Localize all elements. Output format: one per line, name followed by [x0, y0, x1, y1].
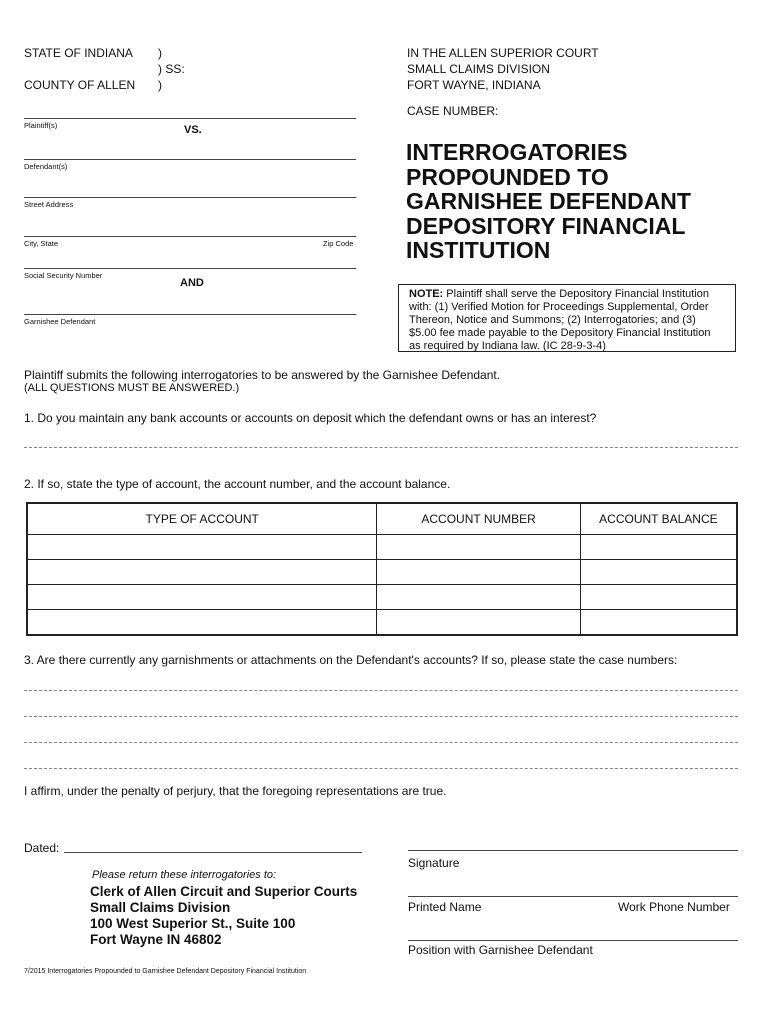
answer-line[interactable] [24, 768, 738, 769]
intro-text: Plaintiff submits the following interrogatories to be answered by the Garnishee Defendant. [24, 368, 501, 382]
table-row [27, 585, 737, 610]
title-line: GARNISHEE DEFENDANT [406, 188, 691, 214]
court-name: IN THE ALLEN SUPERIOR COURT [407, 46, 599, 60]
account-balance-cell[interactable] [580, 610, 737, 636]
title-line: INTERROGATORIES [406, 139, 628, 165]
affirmation-text: I affirm, under the penalty of perjury, that the foregoing representations are true. [24, 784, 447, 798]
case-number-label: CASE NUMBER: [407, 104, 499, 118]
question-3: 3. Are there currently any garnishments or attachments on the Defendant's accounts? If so, please state the case numbers: [24, 653, 678, 667]
state-label: STATE OF INDIANA [24, 46, 133, 60]
document-title [406, 140, 691, 263]
note-text: Plaintiff shall serve the Depository Financial Institution [443, 288, 709, 300]
caption-paren: ) [158, 46, 162, 60]
question-2: 2. If so, state the type of account, the account number, and the account balance. [24, 477, 451, 491]
plaintiff-label: Plaintiff(s) [24, 121, 58, 130]
printed-name-line[interactable] [408, 896, 738, 897]
vs-label: VS. [184, 124, 202, 136]
account-table [26, 502, 738, 636]
service-note-box [398, 284, 736, 352]
street-address-line[interactable] [24, 197, 356, 198]
clerk-address [90, 884, 357, 948]
position-label: Position with Garnishee Defendant [408, 943, 593, 957]
zip-code-label: Zip Code [323, 239, 354, 248]
title-line: DEPOSITORY FINANCIAL [406, 212, 686, 239]
and-label: AND [180, 277, 204, 289]
ssn-label: Social Security Number [24, 271, 103, 280]
type-of-account-cell[interactable] [27, 535, 377, 560]
account-balance-cell[interactable] [580, 535, 737, 560]
account-number-cell[interactable] [377, 535, 580, 560]
table-row [27, 610, 737, 636]
county-label: COUNTY OF ALLEN [24, 78, 136, 92]
intro-instruction: (ALL QUESTIONS MUST BE ANSWERED.) [24, 382, 240, 394]
defendant-label: Defendant(s) [24, 162, 68, 171]
garnishee-line[interactable] [24, 314, 356, 315]
type-of-account-cell[interactable] [27, 585, 377, 610]
table-row [27, 535, 737, 560]
clerk-division: Small Claims Division [90, 900, 231, 915]
note-line: as required by Indiana law. (IC 28-9-3-4) [409, 340, 606, 352]
garnishee-label: Garnishee Defendant [24, 317, 96, 326]
plaintiff-line[interactable] [24, 118, 356, 119]
note-line: $5.00 fee made payable to the Depository Financial Institution [409, 327, 711, 339]
clerk-name: Clerk of Allen Circuit and Superior Courts [90, 884, 358, 899]
answer-line[interactable] [24, 690, 738, 691]
account-number-cell[interactable] [377, 585, 580, 610]
ssn-line[interactable] [24, 268, 356, 269]
street-address-label: Street Address [24, 200, 74, 209]
printed-name-label: Printed Name [408, 900, 482, 914]
question-1: 1. Do you maintain any bank accounts or accounts on deposit which the defendant owns or has an interest? [24, 411, 597, 425]
answer-line[interactable] [24, 447, 738, 448]
type-of-account-cell[interactable] [27, 610, 377, 636]
column-header: TYPE OF ACCOUNT [27, 503, 377, 535]
table-row [27, 560, 737, 585]
note-line [409, 288, 729, 301]
note-label: NOTE: [409, 288, 444, 300]
signature-label: Signature [408, 856, 460, 870]
account-balance-cell[interactable] [580, 585, 737, 610]
city-state-zip-line[interactable] [24, 236, 356, 237]
answer-line[interactable] [24, 716, 738, 717]
caption-ss: ) SS: [158, 62, 185, 76]
form-footer: 7/2015 Interrogatories Propounded to Garnishee Defendant Depository Financial Institution [24, 968, 307, 975]
dated-line[interactable] [64, 852, 362, 853]
note-line: with: (1) Verified Motion for Proceedings Supplemental, Order [409, 301, 709, 313]
type-of-account-cell[interactable] [27, 560, 377, 585]
court-division: SMALL CLAIMS DIVISION [407, 62, 550, 76]
answer-line[interactable] [24, 742, 738, 743]
return-instruction: Please return these interrogatories to: [92, 869, 277, 881]
work-phone-label: Work Phone Number [618, 900, 730, 914]
caption-paren: ) [158, 78, 162, 92]
column-header: ACCOUNT NUMBER [377, 503, 580, 535]
position-line[interactable] [408, 940, 738, 941]
title-line: INSTITUTION [406, 237, 551, 263]
note-line: Thereon, Notice and Summons; (2) Interrogatories; and (3) [409, 314, 696, 326]
table-header-row [27, 503, 737, 535]
city-state-label: City, State [24, 239, 59, 248]
court-location: FORT WAYNE, INDIANA [407, 78, 541, 92]
defendant-line[interactable] [24, 159, 356, 160]
dated-label: Dated: [24, 841, 60, 855]
clerk-street: 100 West Superior St., Suite 100 [90, 916, 296, 931]
signature-line[interactable] [408, 850, 738, 851]
account-balance-cell[interactable] [580, 560, 737, 585]
clerk-city: Fort Wayne IN 46802 [90, 932, 222, 947]
column-header: ACCOUNT BALANCE [580, 503, 737, 535]
account-number-cell[interactable] [377, 560, 580, 585]
title-line: PROPOUNDED TO [406, 163, 609, 190]
account-number-cell[interactable] [377, 610, 580, 636]
